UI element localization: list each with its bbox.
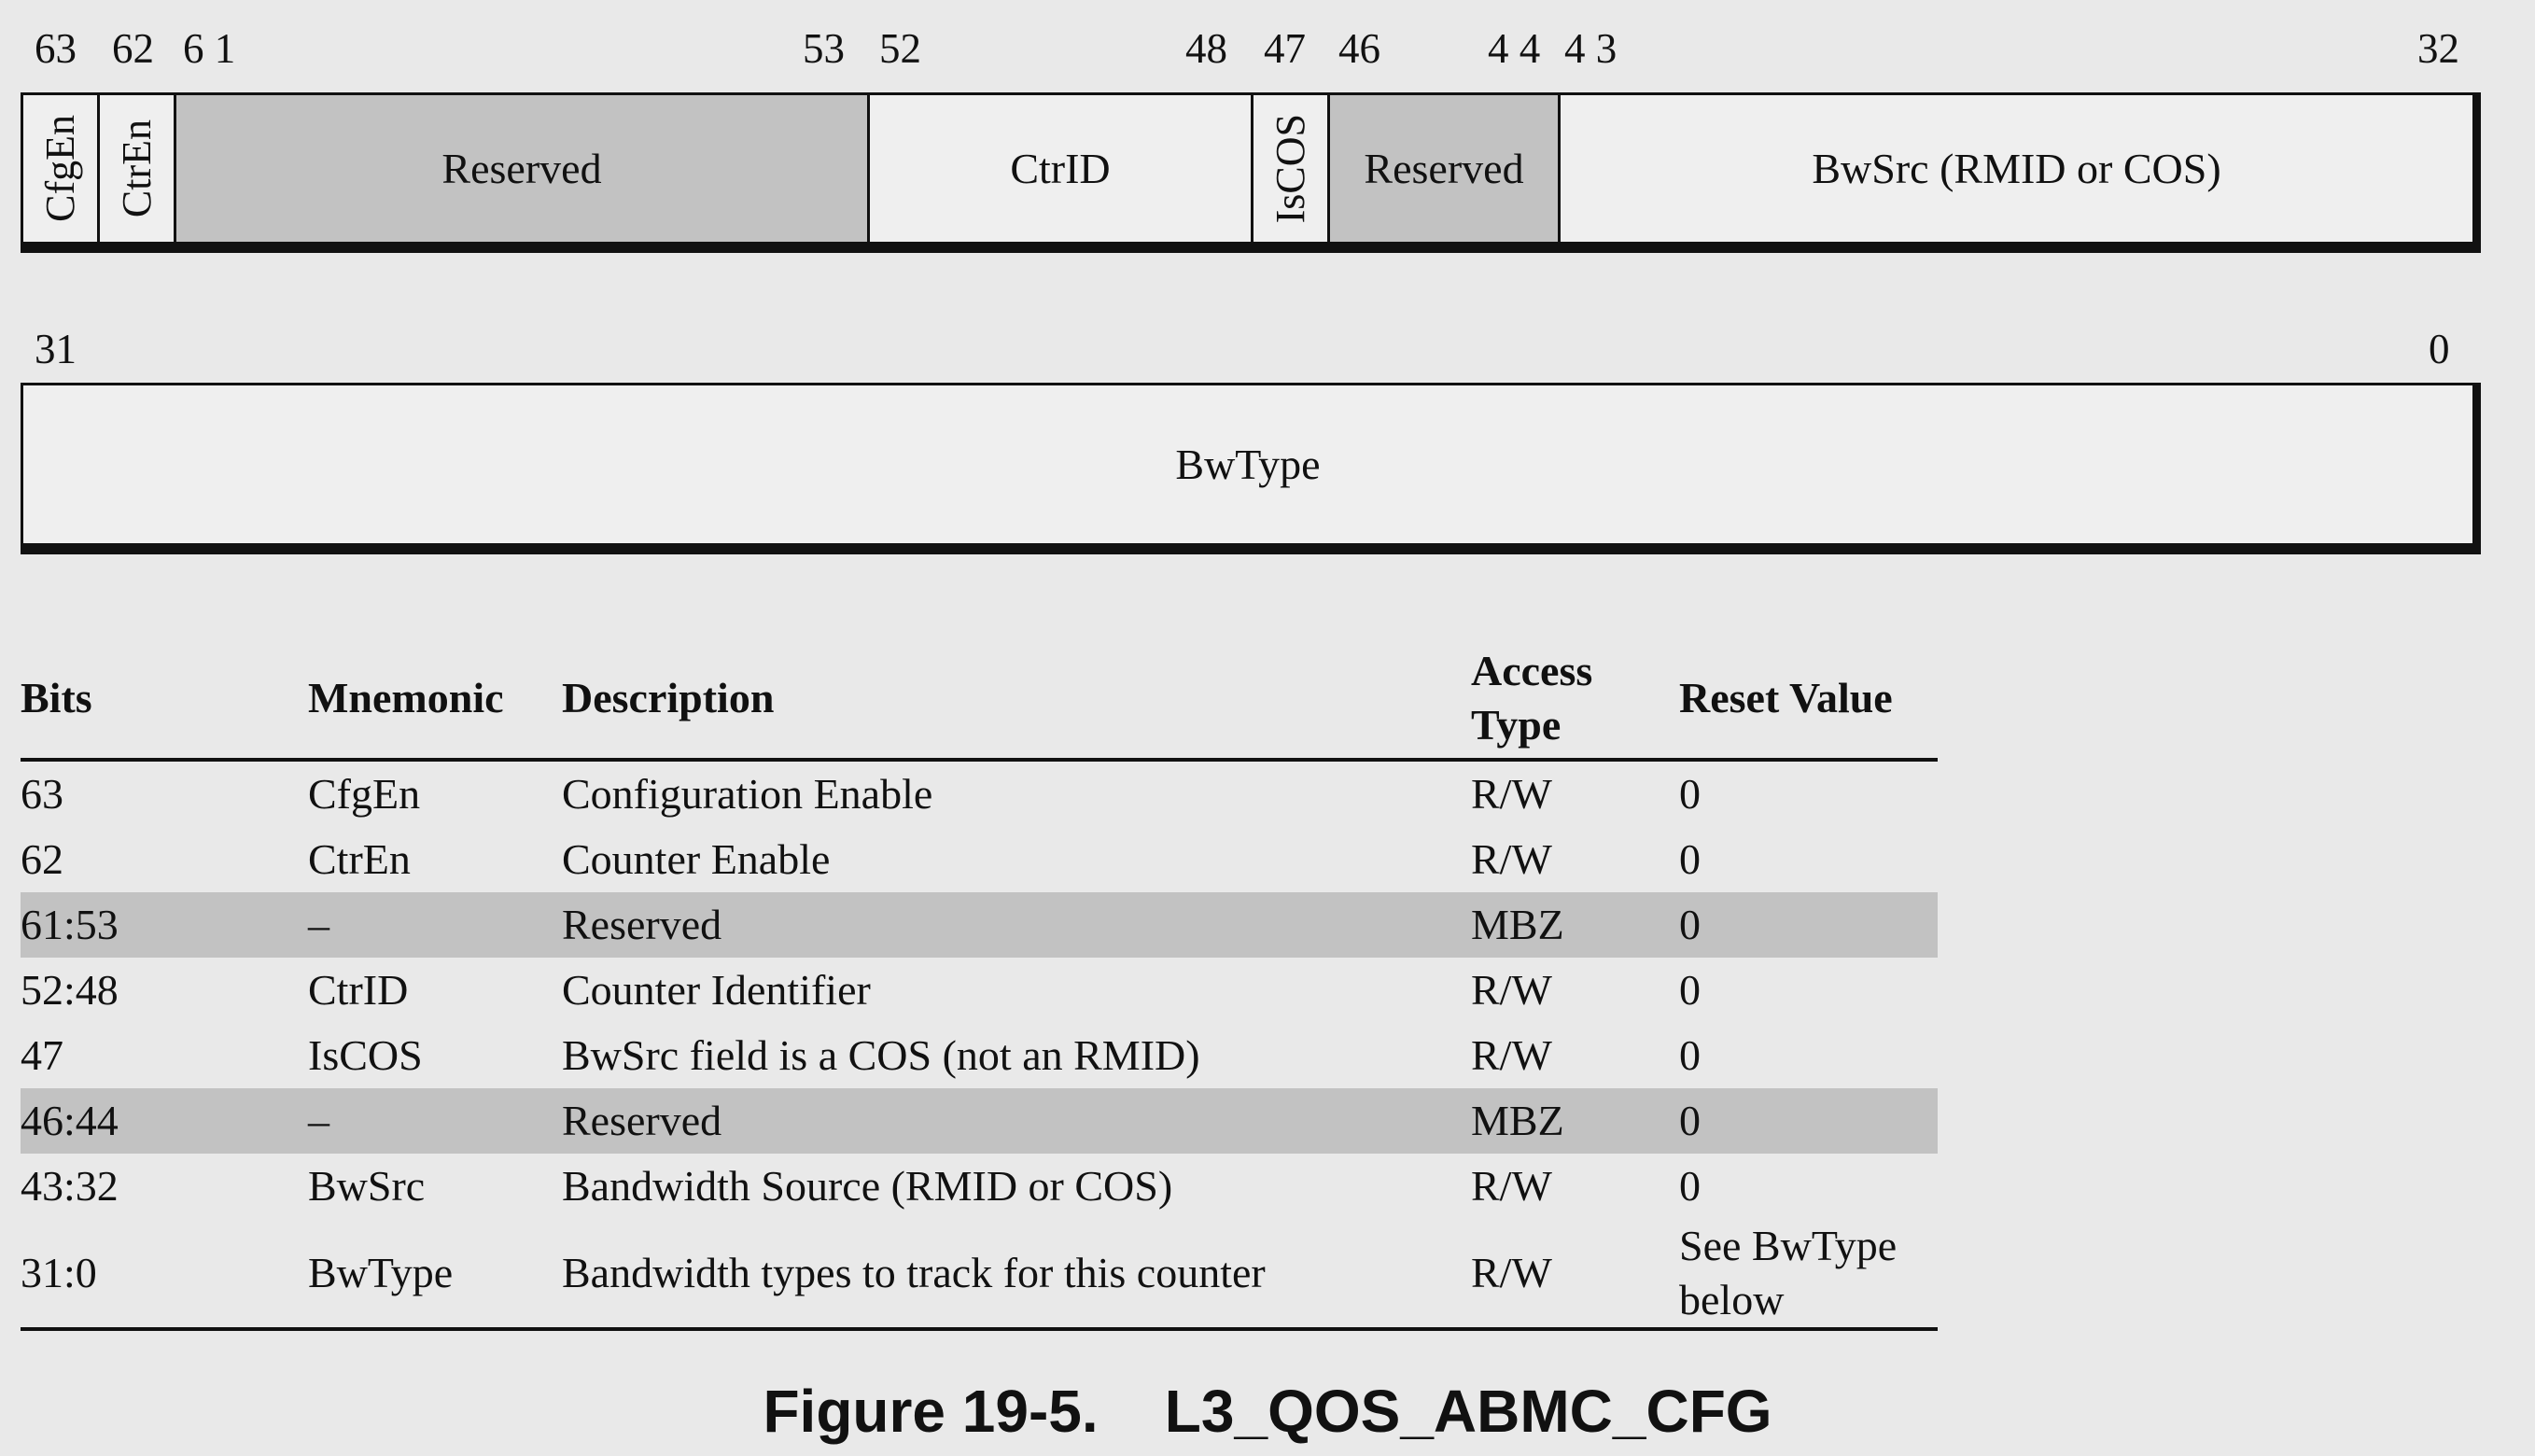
field-ctrid: CtrID	[870, 95, 1253, 242]
header-access-type: Access Type	[1471, 644, 1679, 760]
bit-label: 47	[1264, 25, 1306, 72]
table-row: 62 CtrEn Counter Enable R/W 0	[21, 835, 1701, 883]
table-row-reserved: 61:53 – Reserved MBZ 0	[21, 892, 1938, 958]
field-iscos: IsCOS	[1253, 95, 1330, 242]
field-cfgen: CfgEn	[23, 95, 100, 242]
header-mnemonic: Mnemonic	[308, 644, 562, 760]
bit-field-table	[21, 644, 1938, 1331]
field-bwtype: BwType	[1175, 441, 1321, 488]
register-low	[21, 383, 2481, 554]
bit-label: 4 4	[1488, 25, 1541, 72]
table-row: 52:48 CtrID Counter Identifier R/W 0	[21, 966, 1701, 1014]
header-bits: Bits	[21, 644, 308, 760]
table-header-row	[21, 644, 1938, 760]
header-reset-value: Reset Value	[1679, 644, 1938, 760]
bit-label: 46	[1338, 25, 1380, 72]
bit-label: 63	[35, 25, 77, 72]
bit-label: 52	[879, 25, 921, 72]
field-reserved-61-53: Reserved	[176, 95, 870, 242]
reset-value-multiline: See BwType below	[1679, 1219, 1938, 1329]
register-high-bit-numbers	[0, 0, 2535, 93]
bit-label: 0	[2429, 326, 2450, 372]
field-ctren: CtrEn	[100, 95, 176, 242]
field-bwsrc: BwSrc (RMID or COS)	[1812, 145, 2221, 192]
register-high	[21, 92, 2481, 253]
bit-label: 53	[803, 25, 845, 72]
table-row: 31:0 BwType Bandwidth types to track for this counter R/W See BwType below	[21, 1219, 1938, 1329]
bit-label: 4 3	[1564, 25, 1618, 72]
bit-label: 31	[35, 326, 77, 372]
table-row: 47 IsCOS BwSrc field is a COS (not an RMID) R/W 0	[21, 1031, 1701, 1079]
bit-label: 6 1	[183, 25, 236, 72]
bit-label: 32	[2417, 25, 2459, 72]
figure-caption	[0, 1377, 2535, 1446]
figure-title: L3_QOS_ABMC_CFG	[1164, 1378, 1772, 1445]
table-row: 43:32 BwSrc Bandwidth Source (RMID or COS) R/W 0	[21, 1162, 1701, 1210]
bit-label: 48	[1185, 25, 1227, 72]
field-reserved-46-44: Reserved	[1330, 95, 1561, 242]
figure-number: Figure 19-5.	[763, 1378, 1099, 1445]
table-row: 63 CfgEn Configuration Enable R/W 0	[21, 770, 1701, 818]
header-description: Description	[562, 644, 1471, 760]
table-row-reserved: 46:44 – Reserved MBZ 0	[21, 1088, 1938, 1154]
bit-label: 62	[112, 25, 154, 72]
